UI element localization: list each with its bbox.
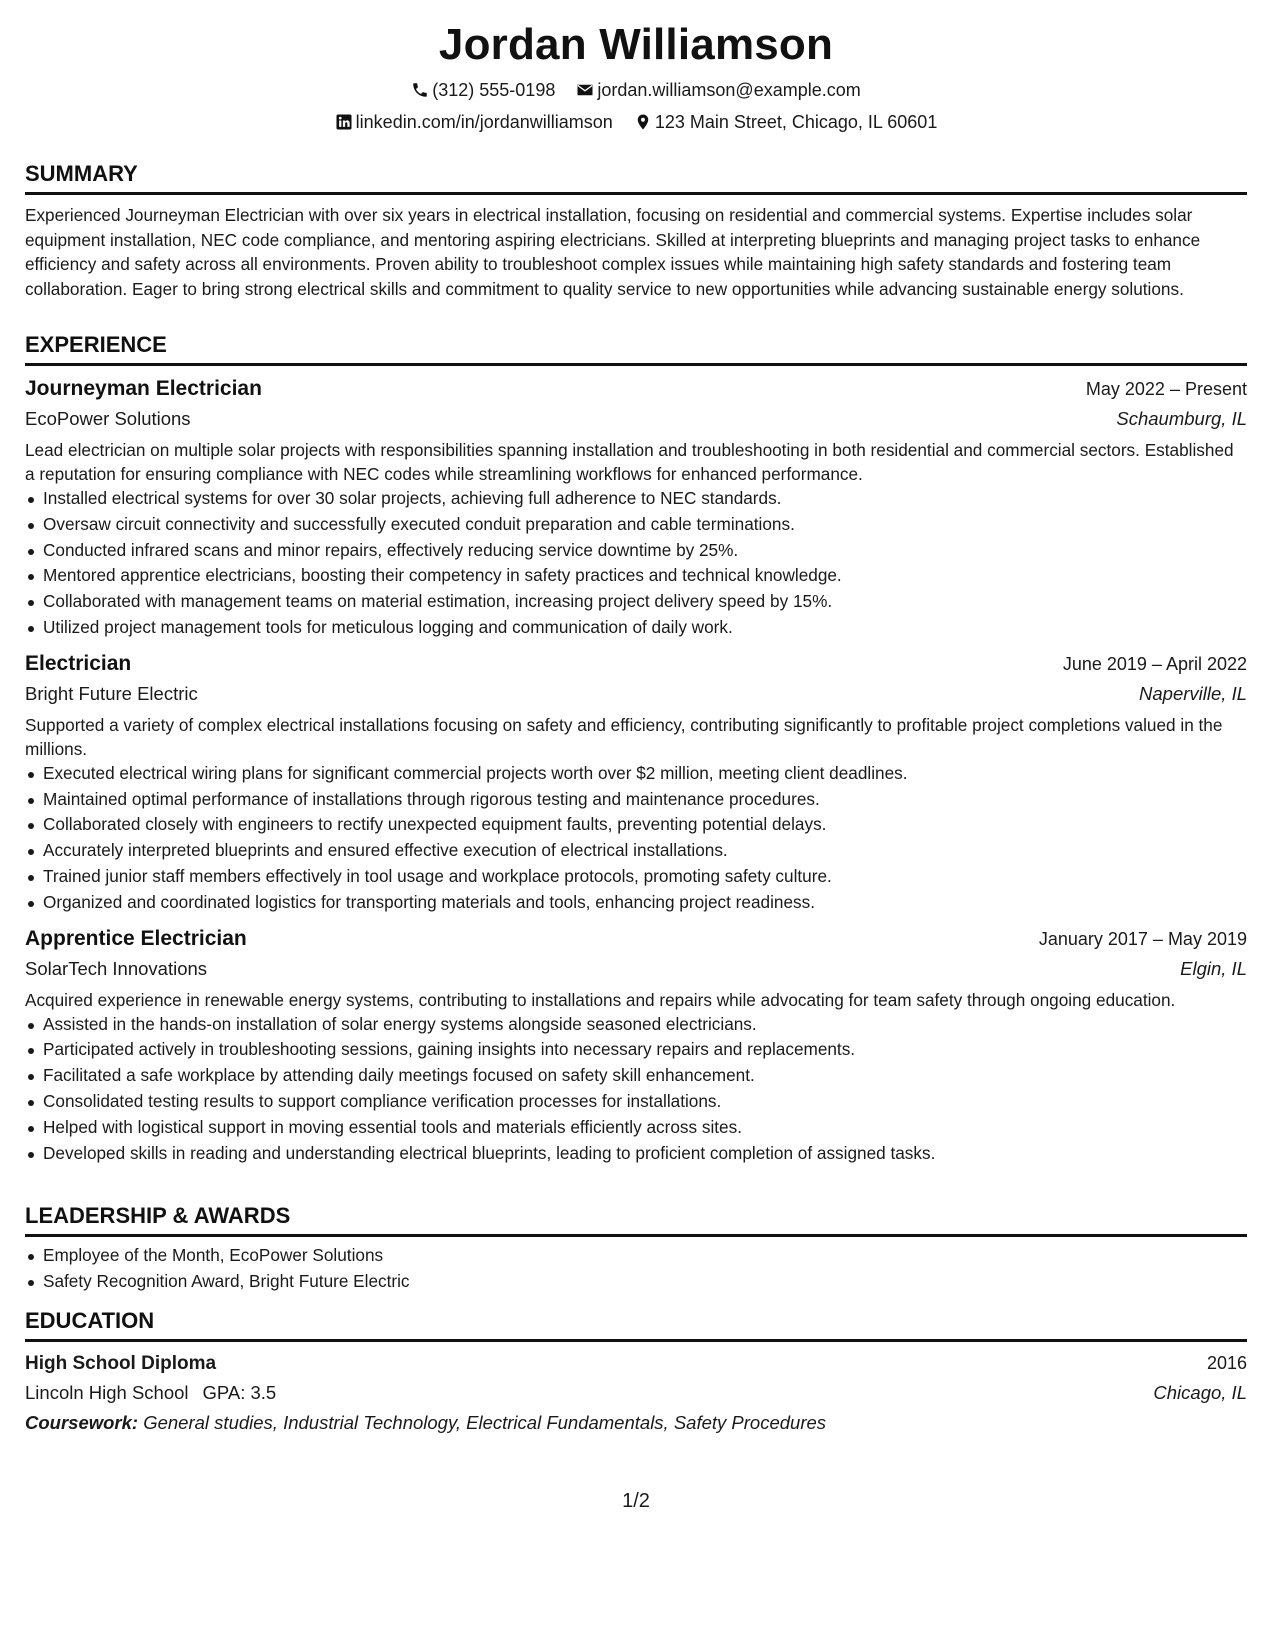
resume-page [25, 0, 1247, 1650]
bullet-item: Helped with logistical support in moving essential tools and materials efficiently across sites. [25, 1115, 1247, 1141]
phone-text: (312) 555-0198 [432, 80, 556, 100]
contact-row-1 [25, 80, 1247, 101]
education-school: Lincoln High School [25, 1382, 189, 1403]
bullet-item: Utilized project management tools for meticulous logging and communication of daily work. [25, 615, 1247, 641]
summary-section [25, 160, 1247, 301]
email-text[interactable]: jordan.williamson@example.com [597, 80, 861, 100]
job-bullets [25, 1012, 1247, 1167]
job-header-row [25, 924, 1247, 954]
bullet-item: Facilitated a safe workplace by attending daily meetings focused on safety skill enhancement. [25, 1063, 1247, 1089]
contact-address [634, 112, 938, 133]
phone-icon [411, 81, 429, 99]
job-entry [25, 924, 1247, 1167]
education-school-line [25, 1378, 276, 1408]
leadership-list [25, 1243, 1247, 1295]
bullet-item: Oversaw circuit connectivity and successfully executed conduit preparation and cable terminations. [25, 512, 1247, 538]
envelope-icon [576, 81, 594, 99]
education-coursework [25, 1408, 1247, 1438]
job-company-row [25, 954, 1247, 984]
job-bullets [25, 486, 1247, 641]
bullet-item: Mentored apprentice electricians, boosting their competency in safety practices and technical knowledge. [25, 563, 1247, 589]
summary-heading: SUMMARY [25, 160, 1247, 195]
job-dates: June 2019 – April 2022 [1062, 653, 1247, 674]
bullet-item: Conducted infrared scans and minor repairs, effectively reducing service downtime by 25%. [25, 538, 1247, 564]
job-description: Supported a variety of complex electrical installations focusing on safety and efficiency, contributing significantly to profitable project completions valued in the millions. [25, 714, 1223, 759]
bullet-item: Executed electrical wiring plans for significant commercial projects worth over $2 million, meeting client deadlines. [25, 761, 1247, 787]
job-entry [25, 374, 1247, 641]
bullet-item: Organized and coordinated logistics for transporting materials and tools, enhancing project readiness. [25, 890, 1247, 916]
education-year: 2016 [1206, 1353, 1247, 1373]
job-location: Schaumburg, IL [1116, 408, 1247, 429]
bullet-item: Collaborated closely with engineers to rectify unexpected equipment faults, preventing potential delays. [25, 812, 1247, 838]
contact-row-2 [25, 112, 1247, 133]
experience-section [25, 331, 1247, 1166]
job-title: Apprentice Electrician [25, 926, 247, 950]
job-company-row [25, 404, 1247, 434]
education-heading: EDUCATION [25, 1307, 1247, 1342]
job-location: Naperville, IL [1139, 682, 1247, 704]
experience-heading: EXPERIENCE [25, 331, 1247, 366]
page-number: 1/2 [622, 1490, 650, 1512]
job-header-row [25, 649, 1247, 679]
job-bullets [25, 761, 1247, 916]
bullet-item: Trained junior staff members effectively in tool usage and workplace protocols, promoting safety culture. [25, 864, 1247, 890]
education-gpa: GPA: 3.5 [202, 1382, 277, 1403]
award-item: Safety Recognition Award, Bright Future Electric [25, 1269, 1247, 1295]
job-dates: May 2022 – Present [1085, 379, 1247, 399]
job-title: Electrician [25, 651, 132, 675]
coursework-text: General studies, Industrial Technology, Electrical Fundamentals, Safety Procedures [143, 1412, 827, 1433]
job-company: EcoPower Solutions [25, 408, 191, 429]
bullet-item: Participated actively in troubleshooting sessions, gaining insights into necessary repairs and replacements. [25, 1037, 1247, 1063]
bullet-item: Developed skills in reading and understanding electrical blueprints, leading to proficient completion of assigned tasks. [25, 1141, 1247, 1167]
education-degree: High School Diploma [25, 1353, 217, 1374]
education-location: Chicago, IL [1153, 1382, 1247, 1403]
award-item: Employee of the Month, EcoPower Solutions [25, 1243, 1247, 1269]
leadership-heading: LEADERSHIP & AWARDS [25, 1202, 1247, 1237]
contact-phone [411, 80, 555, 101]
education-section [25, 1307, 1247, 1438]
education-header-row [25, 1348, 1247, 1378]
bullet-item: Maintained optimal performance of installations through rigorous testing and maintenance procedures. [25, 787, 1247, 813]
education-school-row [25, 1378, 1247, 1408]
job-dates: January 2017 – May 2019 [1038, 928, 1247, 949]
job-description: Acquired experience in renewable energy systems, contributing to installations and repairs while advocating for team safety through ongoing education. [25, 989, 1176, 1010]
job-company-row [25, 679, 1247, 709]
leadership-section [25, 1202, 1247, 1295]
address-text: 123 Main Street, Chicago, IL 60601 [654, 112, 938, 132]
coursework-label: Coursework: [25, 1412, 139, 1433]
candidate-name: Jordan Williamson [438, 20, 834, 69]
summary-text: Experienced Journeyman Electrician with over six years in electrical installation, focusing on residential and commercial systems. Expertise includes solar equipment installation, NEC code compliance, and mentoring aspiring electricians. Skilled at interpreting blueprints and managing project tasks to enhance efficiency and safety across all environments. Proven ability to troubleshoot complex issues while maintaining high safety standards and fostering team collaboration. Eager to bring strong electrical skills and commitment to quality service to new opportunities while advancing sustainable energy solutions. [25, 205, 1201, 299]
contact-email[interactable] [576, 80, 860, 101]
job-entry [25, 649, 1247, 916]
job-title: Journeyman Electrician [25, 377, 262, 400]
job-company: SolarTech Innovations [25, 957, 208, 979]
linkedin-text[interactable]: linkedin.com/in/jordanwilliamson [355, 112, 613, 132]
contact-linkedin[interactable] [335, 112, 613, 133]
bullet-item: Consolidated testing results to support compliance verification processes for installations. [25, 1089, 1247, 1115]
map-pin-icon [634, 113, 652, 131]
job-description: Lead electrician on multiple solar projects with responsibilities spanning installation and troubleshooting in both residential and commercial sectors. Established a reputation for ensuring compliance with NEC codes while streamlining workflows for enhanced performance. [25, 440, 1234, 484]
bullet-item: Accurately interpreted blueprints and ensured effective execution of electrical installations. [25, 838, 1247, 864]
bullet-item: Collaborated with management teams on material estimation, increasing project delivery speed by 15%. [25, 589, 1247, 615]
linkedin-icon [335, 113, 353, 131]
job-company: Bright Future Electric [25, 682, 198, 704]
bullet-item: Assisted in the hands-on installation of solar energy systems alongside seasoned electricians. [25, 1012, 1247, 1038]
job-location: Elgin, IL [1180, 957, 1247, 979]
bullet-item: Installed electrical systems for over 30 solar projects, achieving full adherence to NEC standards. [25, 486, 1247, 512]
job-header-row [25, 374, 1247, 404]
